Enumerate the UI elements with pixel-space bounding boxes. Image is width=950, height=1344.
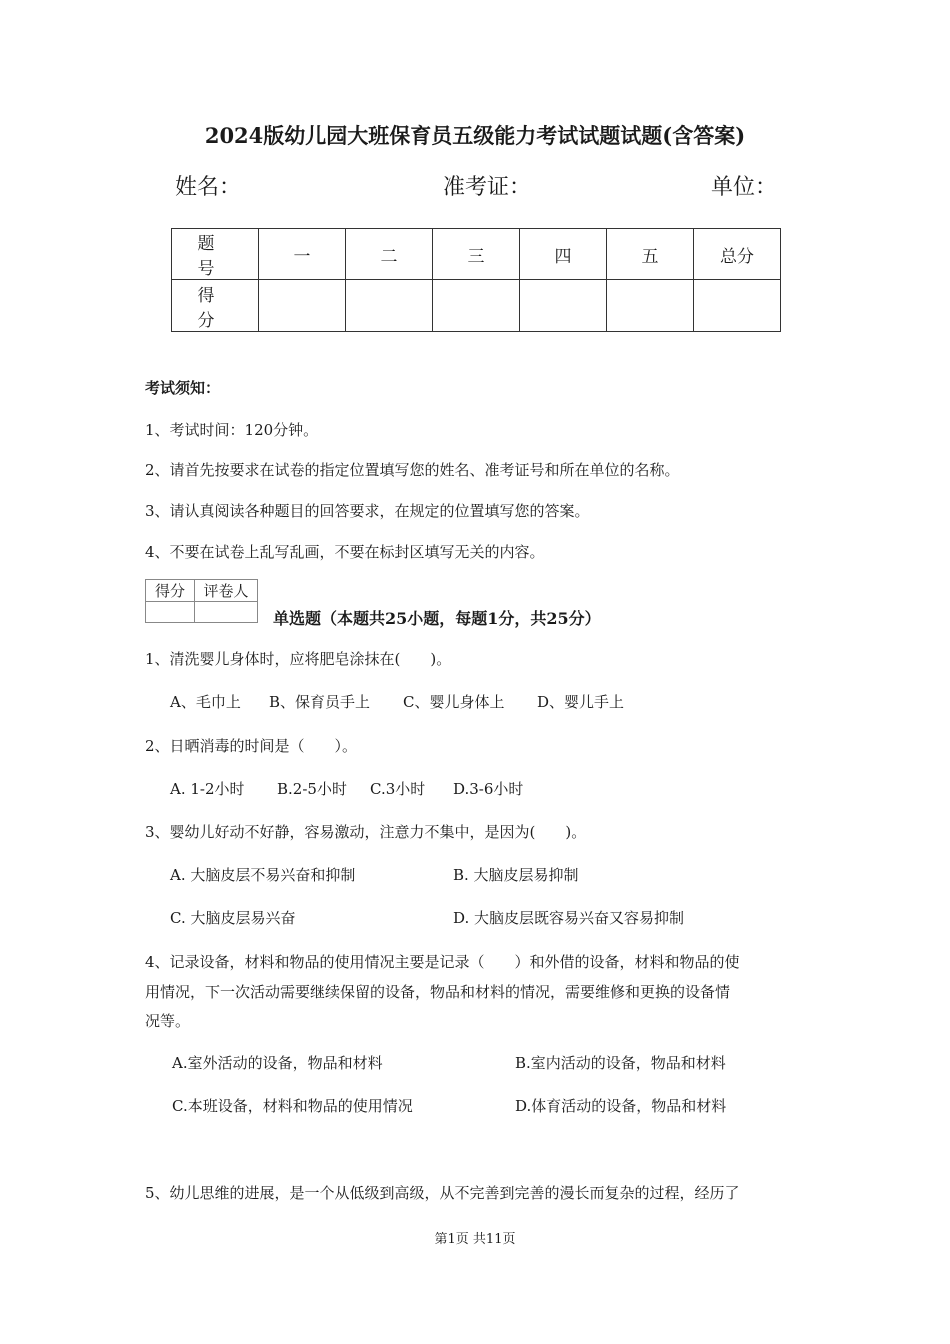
score-header-cell: 五 — [607, 229, 694, 280]
score-header-cell: 二 — [346, 229, 433, 280]
notice-item: 3、请认真阅读各种题目的回答要求，在规定的位置填写您的答案。 — [145, 502, 590, 520]
question-stem: 4、记录设备，材料和物品的使用情况主要是记录（ ）和外借的设备，材料和物品的使 — [145, 953, 740, 971]
score-header-cell: 总分 — [694, 229, 781, 280]
option-d[interactable]: D.体育活动的设备，物品和材料 — [515, 1097, 727, 1115]
score-cell[interactable] — [346, 280, 433, 332]
question-stem: 2、日晒消毒的时间是（ ）。 — [145, 737, 358, 755]
question-stem: 5、幼儿思维的进展，是一个从低级到高级，从不完善到完善的漫长而复杂的过程，经历了 — [145, 1184, 740, 1202]
option-b[interactable]: B. 大脑皮层易抑制 — [453, 866, 579, 884]
question-stem: 1、清洗婴儿身体时，应将肥皂涂抹在( )。 — [145, 650, 452, 668]
score-header-cell: 三 — [433, 229, 520, 280]
name-label: 姓名： — [175, 175, 242, 200]
option-a[interactable]: A. 大脑皮层不易兴奋和抑制 — [170, 866, 356, 884]
option-d[interactable]: D.3-6小时 — [453, 780, 524, 798]
option-a[interactable]: A.室外活动的设备，物品和材料 — [172, 1054, 383, 1072]
option-d[interactable]: D. 大脑皮层既容易兴奋又容易抑制 — [453, 909, 685, 927]
question-stem: 3、婴幼儿好动不好静，容易激动，注意力不集中，是因为( )。 — [145, 823, 587, 841]
option-c[interactable]: C. 大脑皮层易兴奋 — [170, 909, 296, 927]
grader-score-cell[interactable] — [146, 602, 195, 623]
score-header-cell: 四 — [520, 229, 607, 280]
notice-item: 1、考试时间：120分钟。 — [145, 421, 319, 439]
notice-item: 2、请首先按要求在试卷的指定位置填写您的姓名、准考证号和所在单位的名称。 — [145, 461, 680, 479]
option-c[interactable]: C、婴儿身体上 — [403, 693, 505, 711]
option-b[interactable]: B.室内活动的设备，物品和材料 — [515, 1054, 726, 1072]
exam-title: 2024版幼儿园大班保育员五级能力考试试题试题(含答案) — [204, 123, 746, 148]
score-table — [171, 228, 781, 332]
question-stem: 况等。 — [145, 1012, 191, 1030]
score-header-cell: 题 号 — [172, 229, 259, 280]
question-stem: 用情况，下一次活动需要继续保留的设备，物品和材料的情况，需要维修和更换的设备情 — [145, 983, 731, 1001]
notice-heading: 考试须知： — [145, 379, 221, 397]
grader-reviewer-label: 评卷人 — [195, 580, 258, 602]
unit-label: 单位： — [711, 175, 778, 200]
score-row-label: 得 分 — [172, 280, 259, 332]
grader-box — [145, 579, 258, 623]
option-b[interactable]: B.2-5小时 — [277, 780, 347, 798]
notice-item: 4、不要在试卷上乱写乱画，不要在标封区填写无关的内容。 — [145, 543, 545, 561]
option-c[interactable]: C.本班设备，材料和物品的使用情况 — [172, 1097, 413, 1115]
score-header-cell: 一 — [259, 229, 346, 280]
score-cell[interactable] — [259, 280, 346, 332]
score-cell[interactable] — [694, 280, 781, 332]
exam-id-label: 准考证： — [443, 175, 532, 200]
grader-score-label: 得分 — [146, 580, 195, 602]
option-c[interactable]: C.3小时 — [370, 780, 426, 798]
grader-reviewer-cell[interactable] — [195, 602, 258, 623]
page-footer: 第1页 共11页 — [434, 1232, 516, 1247]
option-b[interactable]: B、保育员手上 — [269, 693, 371, 711]
score-cell[interactable] — [433, 280, 520, 332]
option-a[interactable]: A、毛巾上 — [170, 693, 241, 711]
option-d[interactable]: D、婴儿手上 — [537, 693, 625, 711]
score-cell[interactable] — [520, 280, 607, 332]
option-a[interactable]: A. 1-2小时 — [170, 780, 245, 798]
section-title: 单选题（本题共25小题，每题1分，共25分） — [273, 609, 601, 628]
score-cell[interactable] — [607, 280, 694, 332]
